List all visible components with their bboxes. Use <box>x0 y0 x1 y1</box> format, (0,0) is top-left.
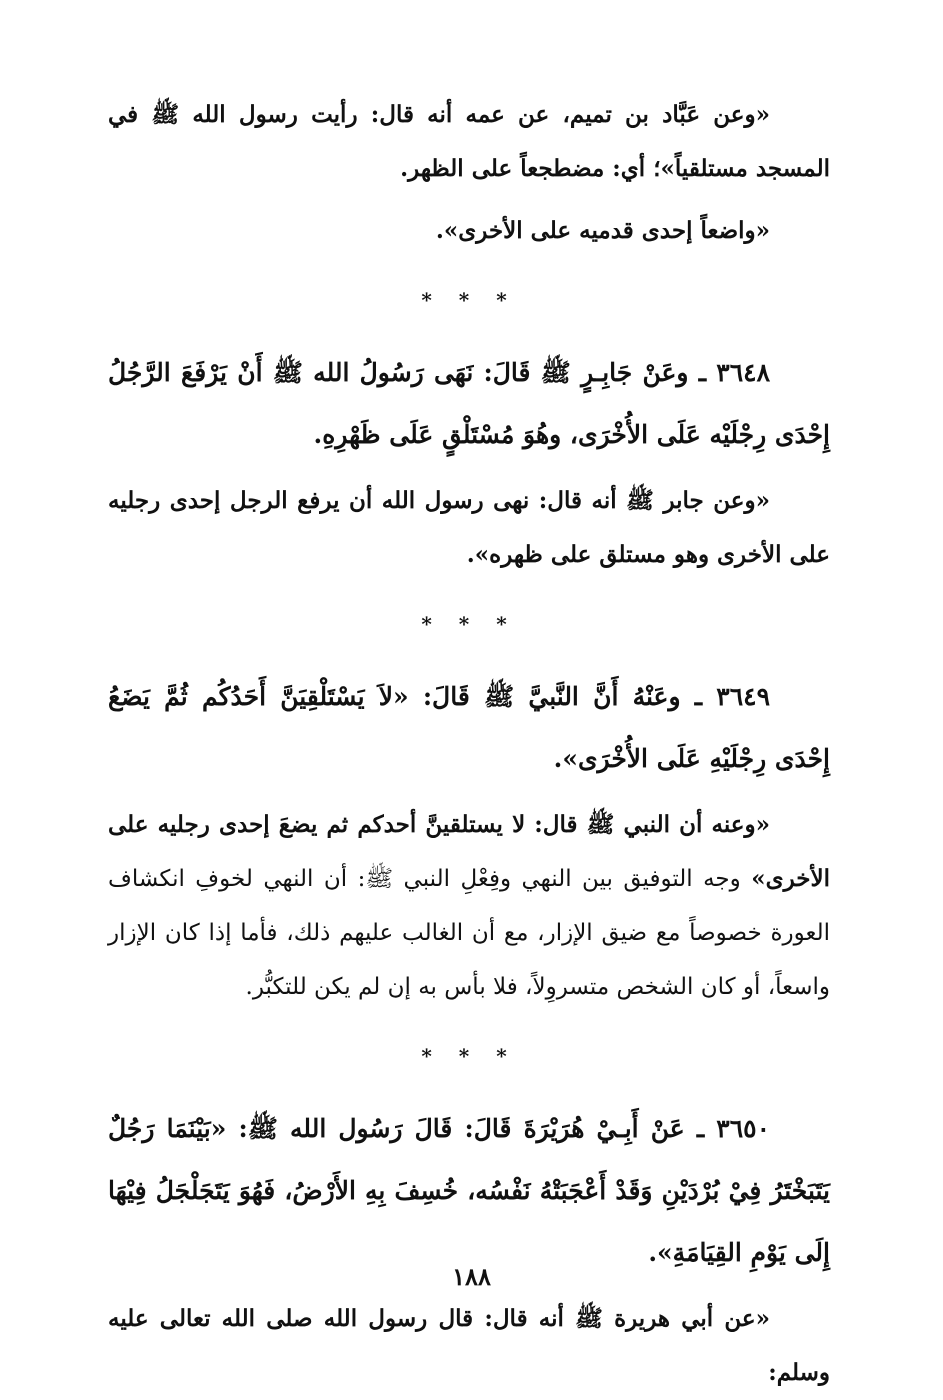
document-page <box>108 88 830 1400</box>
hadith-paragraph <box>108 342 830 466</box>
separator-stars: * * * <box>421 1044 517 1068</box>
section-separator <box>108 604 830 644</box>
commentary-text: «عن أبي هريرة ﷺ أنه قال: قال رسول الله صلى الله تعالى عليه وسلم: <box>108 1305 830 1386</box>
commentary-paragraph <box>108 474 830 582</box>
hadith-paragraph <box>108 1098 830 1284</box>
commentary-text: «وعن عَبَّاد بن تميم، عن عمه أنه قال: رأيت رسول الله ﷺ في المسجد مستلقياً»؛ أي: مضطجعاً على الظهر. <box>108 101 830 182</box>
section-separator <box>108 280 830 320</box>
hadith-text: ٣٦٥٠ ـ عَنْ أَبِـيْ هُرَيْرَةَ قَالَ: قَالَ رَسُول الله ﷺ: «بَيْنَمَا رَجُلٌ يَتَبَخْتَرُ فِيْ بُرْدَيْنِ وَقَدْ أَعْجَبَتْهُ نَفْسُه، خُسِفَ بِهِ الأَرْضُ، فَهُوَ يَتَجَلْجَلُ فِيْهَا إِلَى يَوْمِ القِيَامَةِ». <box>108 1114 830 1267</box>
commentary-paragraph <box>108 88 830 196</box>
commentary-text: «واضعاً إحدى قدميه على الأخرى». <box>435 217 770 244</box>
commentary-paragraph <box>108 204 830 258</box>
page-number: ١٨٨ <box>452 1262 491 1291</box>
section-separator <box>108 1036 830 1076</box>
hadith-text: ٣٦٤٨ ـ وعَنْ جَابِـرٍ ﷺ قَالَ: نَهَى رَسُولُ الله ﷺ أَنْ يَرْفَعَ الرَّجُلُ إِحْدَى رِجْلَيْه عَلَى الأُخْرَى، وهُوَ مُسْتَلْقٍ عَلَى ظَهْرِهِ. <box>108 358 830 449</box>
separator-stars: * * * <box>421 288 517 312</box>
hadith-paragraph <box>108 666 830 790</box>
commentary-explanation: وجه التوفيق بين النهي وفِعْلِ النبي ﷺ: أن النهي لخوفِ انكشاف العورة خصوصاً مع ضيق الإزار، مع أن الغالب عليهم ذلك، فأما إذا كان الإزار واسعاً، أو كان الشخص متسروِلاً، فلا بأس به إن لم يكن للتكبُّر. <box>108 866 830 1000</box>
separator-stars: * * * <box>421 612 517 636</box>
commentary-paragraph <box>108 1292 830 1400</box>
commentary-text: «وعن جابر ﷺ أنه قال: نهى رسول الله أن يرفع الرجل إحدى رجليه على الأخرى وهو مستلق على ظهره». <box>108 487 830 568</box>
commentary-quote: «وعنه أن النبي ﷺ قال: لا يستلقينَّ أحدكم ثم يضعَ إحدى رجليه على الأخرى» <box>108 811 830 892</box>
hadith-text: ٣٦٤٩ ـ وعَنْهُ أَنَّ النَّبيَّ ﷺ قَالَ: «لاَ يَسْتَلْقِيَنَّ أَحَدُكُم ثُمَّ يَضَعُ إِحْدَى رِجْلَيْهِ عَلَى الأُخْرَى». <box>108 682 830 773</box>
commentary-paragraph <box>108 798 830 1014</box>
